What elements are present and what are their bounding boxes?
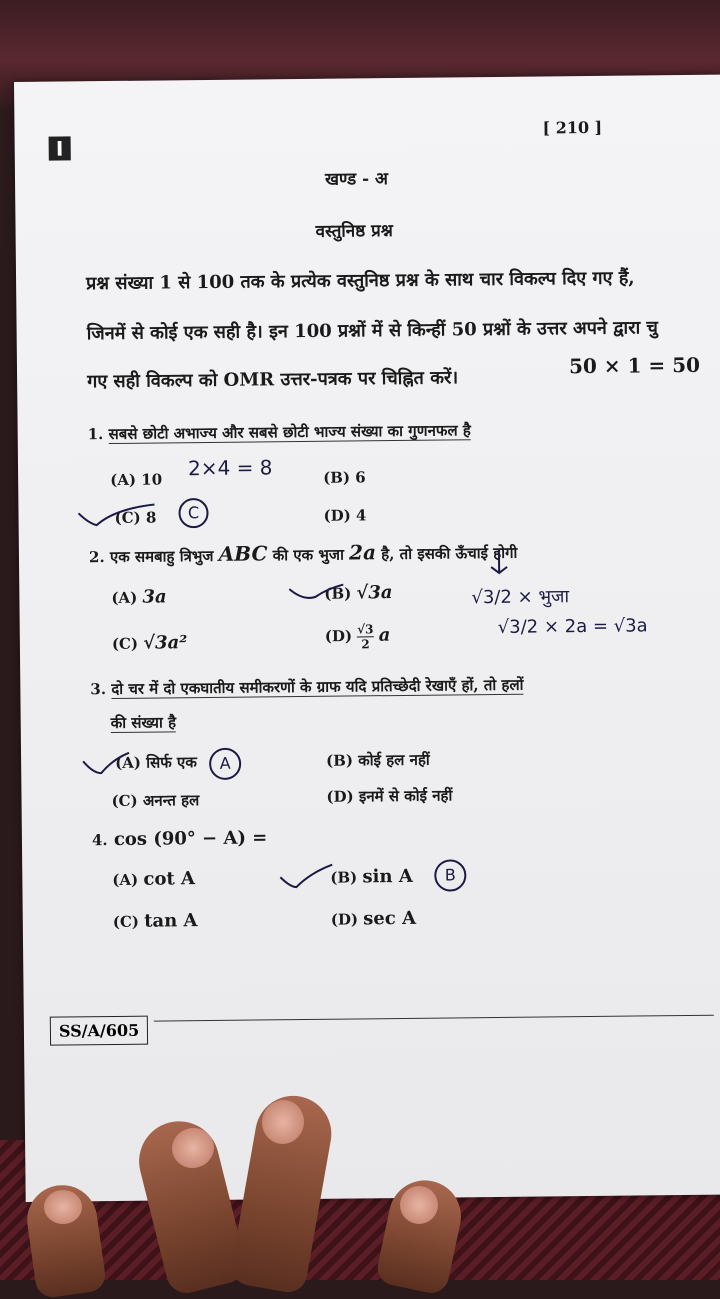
q3-option-c[interactable]: (C) अनन्त हल [111, 791, 200, 811]
q1-option-b[interactable]: (B) 6 [323, 468, 366, 487]
question-text-part: की एक भुजा [267, 545, 350, 565]
check-mark-icon [287, 579, 347, 604]
option-label: (D) [324, 626, 353, 646]
question-text-part: है, तो इसकी ऊँचाई होगी [375, 543, 518, 564]
check-mark-icon [74, 498, 164, 529]
math-term: ABC [218, 541, 268, 566]
question-number: 1. [87, 425, 104, 444]
option-value: cot A [143, 868, 196, 890]
section-badge: I [49, 136, 71, 160]
question-4 [92, 827, 268, 850]
question-2 [89, 539, 518, 567]
answer-circle-q4: B [434, 859, 466, 891]
q4-option-d[interactable] [331, 908, 416, 930]
option-label: (C) [112, 912, 140, 932]
marks-allotment: 50 × 1 = 50 [568, 352, 701, 379]
instruction-line-3: गए सही विकल्प को OMR उत्तर-पत्रक पर चिह्नित करें। [87, 367, 459, 393]
q4-option-c[interactable] [113, 910, 198, 932]
option-label: (A) [112, 870, 139, 890]
page-code: [ 210 ] [542, 117, 603, 138]
question-3-line-2 [111, 712, 177, 733]
fraction [357, 622, 374, 651]
question-text-line-1: दो चर में दो एकघातीय समीकरणों के ग्राफ यदि प्रतिच्छेदी रेखाएँ हों, तो हलों [111, 675, 524, 699]
q2-option-d[interactable] [325, 622, 391, 652]
footer-divider [154, 1015, 714, 1022]
q1-option-c[interactable]: (C) 8 [114, 508, 157, 527]
q1-option-a[interactable]: (A) 10 [110, 470, 163, 490]
option-label: (C) [111, 634, 139, 654]
question-text-line-2: की संख्या है [110, 713, 177, 733]
question-number: 2. [88, 548, 105, 567]
fingernail [400, 1186, 438, 1224]
q4-option-b[interactable] [330, 866, 413, 888]
option-label: (A) [111, 588, 138, 608]
arrow-down-icon [487, 547, 511, 577]
paper-code: SS/A/605 [50, 1016, 149, 1046]
answer-circle-q3: A [209, 748, 241, 780]
check-mark-icon [81, 749, 131, 778]
fraction-denominator: 2 [361, 637, 370, 652]
option-value: sec A [363, 907, 417, 930]
q2-option-a[interactable] [111, 586, 166, 608]
instruction-line-1: प्रश्न संख्या 1 से 100 तक के प्रत्येक वस्तुनिष्ठ प्रश्न के साथ चार विकल्प दिए गए हैं, [86, 267, 635, 295]
section-subtitle: वस्तुनिष्ठ प्रश्न [315, 221, 393, 242]
question-number: 3. [90, 680, 107, 699]
handwritten-q2-work-2: √3/2 × 2a = √3a [497, 615, 648, 638]
option-label: (B) [330, 868, 358, 887]
fraction-numerator: √3 [357, 622, 374, 637]
handwritten-q1-work: 2×4 = 8 [187, 455, 273, 481]
fingernail [44, 1190, 82, 1224]
instruction-line-2: जिनमें से कोई एक सही है। इन 100 प्रश्नों में से किन्हीं 50 प्रश्नों के उत्तर अपने द्वारा चु [86, 317, 658, 345]
answer-circle-q1: C [178, 498, 208, 528]
question-text: सबसे छोटी अभाज्य और सबसे छोटी भाज्य संख्या का गुणनफल है [108, 421, 471, 444]
q4-option-a[interactable] [112, 868, 195, 890]
q3-option-b[interactable]: (B) कोई हल नहीं [326, 750, 430, 770]
check-mark-icon [276, 861, 336, 892]
exam-paper [14, 75, 720, 1202]
question-number: 4. [91, 831, 108, 850]
question-text-part: एक समबाहु त्रिभुज [109, 546, 219, 567]
q3-option-d[interactable]: (D) इनमें से कोई नहीं [326, 786, 453, 806]
handwritten-q2-work-1: √3/2 × भुजा [471, 586, 570, 609]
option-value: √3a² [143, 632, 188, 654]
option-value: tan A [144, 910, 198, 932]
option-label: (B) [324, 584, 352, 603]
option-value: sin A [362, 865, 413, 888]
option-value: √3a [356, 582, 393, 604]
math-term: 2a [348, 540, 377, 565]
q1-option-d[interactable]: (D) 4 [323, 506, 367, 525]
q3-option-a[interactable]: (A) सिर्फ एक [115, 753, 197, 772]
question-3 [90, 675, 523, 700]
q2-option-c[interactable] [112, 632, 187, 654]
question-1 [88, 420, 471, 444]
question-text: cos (90° − A) = [113, 827, 268, 850]
section-title: खण्ड - अ [324, 169, 389, 190]
option-value: a [378, 624, 391, 646]
option-label: (D) [330, 910, 359, 929]
option-value: 3a [142, 586, 167, 608]
